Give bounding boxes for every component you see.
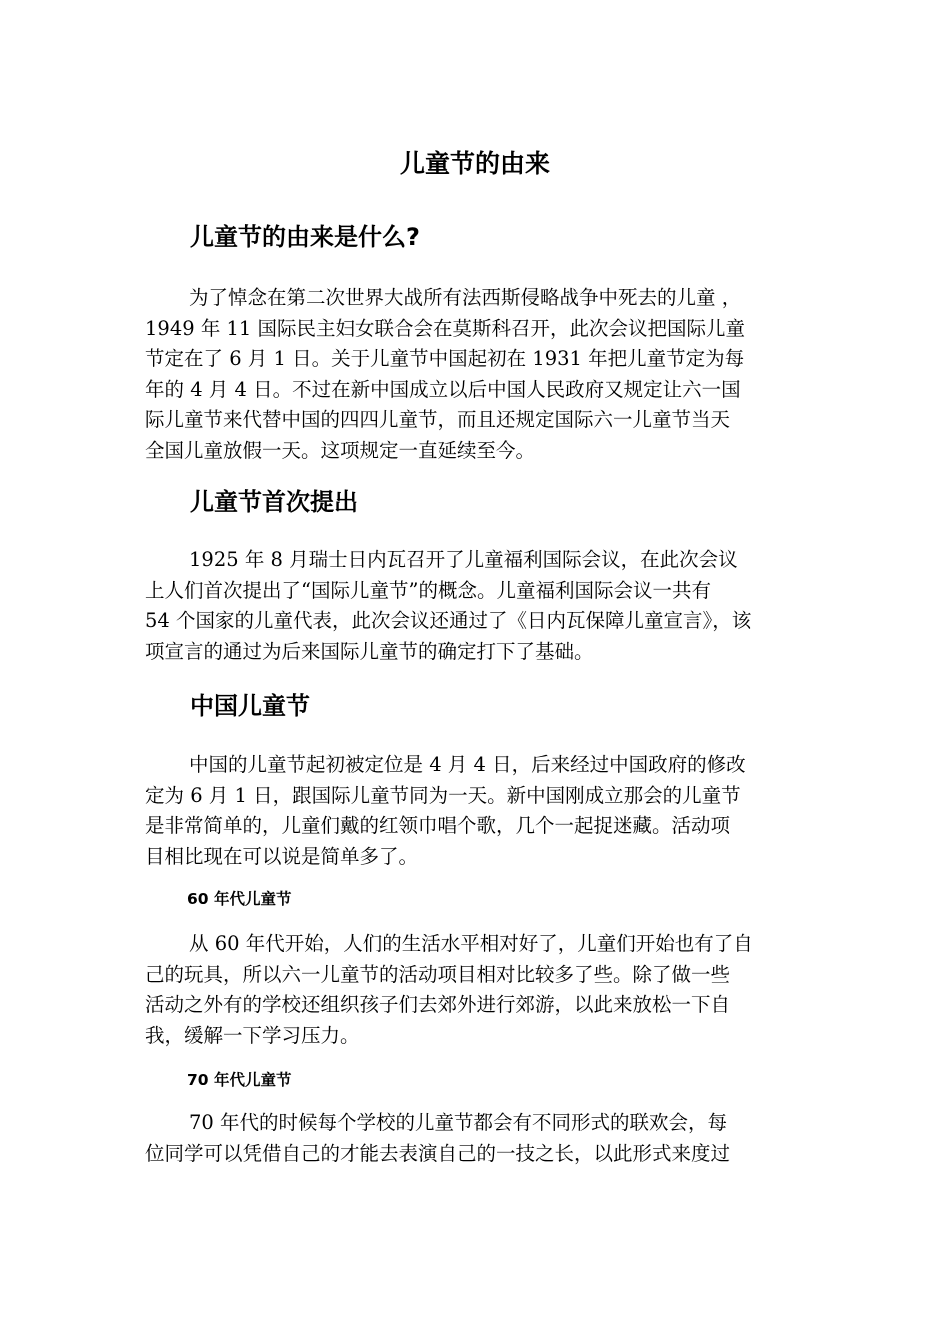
section-origin-body [145, 283, 805, 466]
section-origin [145, 219, 805, 255]
text-line: 70 年代的时候每个学校的儿童节都会有不同形式的联欢会，每 [189, 1111, 728, 1134]
text-line: 己的玩具，所以六一儿童节的活动项目相对比较多了些。除了做一些 [145, 962, 731, 986]
text-line: 上人们首次提出了“国际儿童节”的概念。儿童福利国际会议一共有 [145, 578, 711, 602]
subsection-heading: 70 年代儿童节 [187, 1071, 292, 1089]
text-line: 节定在了 6 月 1 日。关于儿童节中国起初在 1931 年把儿童节定为每 [145, 347, 745, 370]
document-title: 儿童节的由来 [399, 149, 550, 178]
text-line: 目相比现在可以说是简单多了。 [145, 844, 419, 868]
text-line: 我，缓解一下学习压力。 [145, 1023, 360, 1047]
text-line: 54 个国家的儿童代表，此次会议还通过了《日内瓦保障儿童宣言》，该 [145, 609, 752, 632]
section-70s-body [145, 1108, 805, 1169]
paragraph [145, 1108, 805, 1169]
text-line: 项宣言的通过为后来国际儿童节的确定打下了基础。 [145, 639, 594, 663]
section-china [145, 688, 805, 724]
paragraph [145, 545, 805, 667]
text-line: 中国的儿童节起初被定位是 4 月 4 日，后来经过中国政府的修改 [189, 753, 746, 776]
text-line: 是非常简单的，儿童们戴的红领巾唱个歌，几个一起捉迷藏。活动项 [145, 814, 731, 837]
section-china-body [145, 750, 805, 872]
paragraph [145, 283, 805, 466]
section-heading: 中国儿童节 [190, 692, 310, 720]
section-60s-body [145, 929, 805, 1051]
subsection-heading: 60 年代儿童节 [187, 890, 292, 908]
paragraph [145, 750, 805, 872]
text-line: 全国儿童放假一天。这项规定一直延续至今。 [145, 438, 536, 462]
text-line: 1949 年 11 国际民主妇女联合会在莫斯科召开，此次会议把国际儿童 [145, 316, 746, 340]
section-first-proposal [145, 484, 805, 520]
text-line: 1925 年 8 月瑞士日内瓦召开了儿童福利国际会议，在此次会议 [189, 548, 738, 571]
section-70s [145, 1068, 805, 1092]
text-line: 从 60 年代开始，人们的生活水平相对好了，儿童们开始也有了自 [189, 932, 753, 955]
section-heading: 儿童节的由来是什么? [190, 223, 420, 251]
text-line: 年的 4 月 4 日。不过在新中国成立以后中国人民政府又规定让六一国 [145, 377, 741, 401]
section-first-proposal-body [145, 545, 805, 667]
section-60s [145, 887, 805, 911]
text-line: 际儿童节来代替中国的四四儿童节，而且还规定国际六一儿童节当天 [145, 408, 731, 431]
text-line: 为了悼念在第二次世界大战所有法西斯侵略战争中死去的儿童 ， [189, 286, 742, 309]
text-line: 活动之外有的学校还组织孩子们去郊外进行郊游，以此来放松一下自 [145, 993, 731, 1016]
text-line: 定为 6 月 1 日，跟国际儿童节同为一天。新中国刚成立那会的儿童节 [145, 783, 741, 807]
paragraph [145, 929, 805, 1051]
section-heading: 儿童节首次提出 [190, 488, 358, 516]
text-line: 位同学可以凭借自己的才能去表演自己的一技之长，以此形式来度过 [145, 1141, 731, 1165]
